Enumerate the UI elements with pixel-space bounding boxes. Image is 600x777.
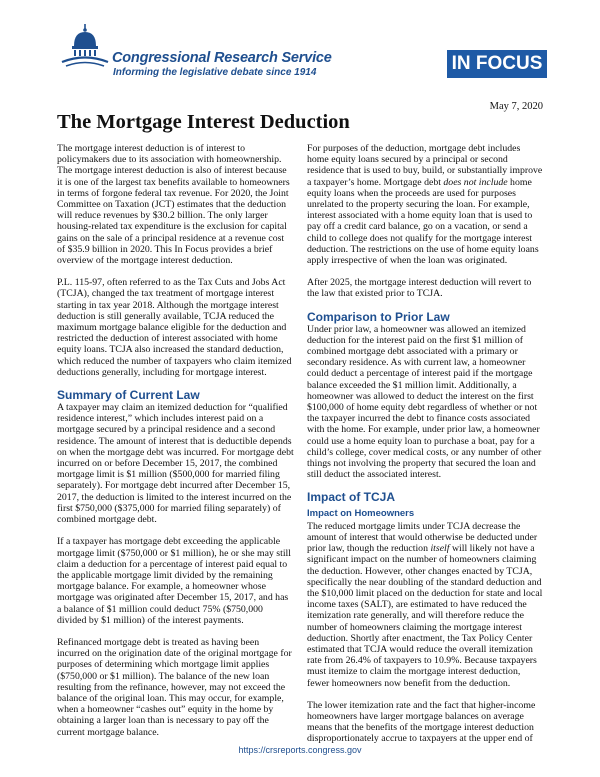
text-run: For purposes of the deduction, mortgage debt includes home equity loans secured by a principal or second residence that is used to buy, build, or substantially improve a taxpayer’s home. Mortgage debt [307, 143, 543, 188]
emphasis: does not include [443, 176, 508, 188]
footer-link[interactable]: https://crsreports.congress.gov [238, 745, 362, 755]
header [0, 0, 600, 92]
section-heading-summary: Summary of Current Law [57, 388, 200, 403]
text-run: will likely not have a significant impact on the number of homeowners claiming the deduction. However, other changes enacted by TCJA, specifically the near doubling of the standard deduction and the $10,000 limit placed on the deduction for state and local income taxes (SALT), are estimated to have reduced the itemization rate generally, and will therefore reduce the number of homeowners claiming the mortgage interest deduction. Shortly after enactment, the Tax Policy Center estimated that TCJA would reduce the overall itemization rate from 26.4% of taxpayers to 10.9%. Because taxpayers must itemize to claim the mortgage interest deduction, fewer homeowners now benefit from the deduction. [307, 543, 543, 689]
section-heading-impact: Impact of TCJA [307, 490, 396, 505]
paragraph: Under prior law, a homeowner was allowed an itemized deduction for the interest paid on the first $1 million of combined mortgage debt associated with a primary or secondary residence. As with current law, a homeowner could deduct a percentage of interest paid if the mortgage balance exceeded the $1 million limit. Additionally, a homeowner was allowed to deduct the interest on the first $100,000 of home equity debt regardless of whether or not the taxpayer incurred the debt to finance costs associated with the home. For example, under prior law, a homeowner could use a home equity loan to purchase a boat, pay for a child’s college, cover medical costs, or any number of other things not involving the property that secured the loan and still deduct the associated interest. [307, 323, 542, 481]
publication-date: May 7, 2020 [489, 101, 543, 112]
text-run: home equity loans when the proceeds are used for purposes unrelated to the property securing the loan. For example, interest associated with a home equity loan that is used to pay off a credit card balance, go on a vacation, or send a child to college does not qualify for the mortgage interest deduction. The restrictions on the use of home equity loans apply irrespective of when the loan was originated. [307, 176, 539, 267]
paragraph: The mortgage interest deduction is of interest to policymakers due to its association with homeownership. The mortgage interest deduction is also of interest because it is one of the largest tax benefits available to homeowners in terms of forgone federal tax revenue. For 2020, the Joint Committee on Taxation (JCT) estimates that the deduction will reduce revenues by $30.2 billion. The only larger housing-related tax expenditure is the exclusion for capital gains on the sale of a principal residence at a revenue cost of $35.9 billion in 2020. This In Focus provides a brief overview of the mortgage interest deduction. [57, 143, 290, 267]
in-focus-badge: IN FOCUS [447, 50, 547, 78]
right-column [307, 143, 544, 745]
paragraph: A taxpayer may claim an itemized deduction for “qualified residence interest,” which includes interest paid on a mortgage secured by a principal residence and a second residence. The amount of interest that is deductible depends on when the mortgage debt was incurred. For mortgage debt incurred on or before December 15, 2017, the combined mortgage limit is $1 million ($500,000 for married filing separately). For mortgage debt incurred after December 15, 2017, the deduction is limited to the interest incurred on the first $750,000 ($375,000 for married filing separately) of combined mortgage debt. [57, 402, 294, 526]
emphasis: itself [430, 543, 450, 555]
paragraph [307, 521, 544, 689]
left-column [57, 143, 294, 749]
paragraph: P.L. 115-97, often referred to as the Tax Cuts and Jobs Act (TCJA), changed the tax treatment of mortgage interest starting in tax year 2018. Although the mortgage interest deduction is still generally available, TCJA reduced the maximum mortgage balance eligible for the deduction and restricted the deduction of interest associated with home equity loans. TCJA also increased the standard deduction, which reduced the number of taxpayers who claim itemized deductions generally, including for mortgage interest. [57, 277, 292, 378]
paragraph: The lower itemization rate and the fact that higher-income homeowners have larger mortgage balances on average means that the benefits of the mortgage interest deduction disproportionately accrue to taxpayers at the upper end of [307, 699, 536, 745]
org-tagline: Informing the legislative debate since 1914 [113, 67, 317, 78]
page-title: The Mortgage Interest Deduction [57, 111, 350, 133]
paragraph: If a taxpayer has mortgage debt exceeding the applicable mortgage limit ($750,000 or $1 million), he or she may still claim a deduction for a percentage of interest paid equal to the applicable mortgage limit divided by the remaining mortgage balance. For example, a homeowner whose mortgage was originated after December 15, 2017, and has a balance of $1 million could deduct 75% ($750,000 divided by $1 million) of the interest payments. [57, 536, 292, 626]
section-heading-comparison: Comparison to Prior Law [307, 309, 450, 324]
org-name: Congressional Research Service [112, 50, 332, 66]
capitol-dome-icon [60, 22, 110, 68]
subheading-homeowners: Impact on Homeowners [307, 508, 415, 520]
paragraph [307, 143, 544, 266]
paragraph: After 2025, the mortgage interest deduction will revert to the law that existed prior to TCJA. [307, 277, 532, 300]
paragraph: Refinanced mortgage debt is treated as having been incurred on the origination date of the original mortgage for purposes of determining which mortgage limit applies ($750,000 or $1 million). The balance of the new loan resulting from the refinance, however, may not exceed the balance of the original loan. This may occur, for example, when a homeowner “cashes out” equity in the home by obtaining a larger loan than is necessary to pay off the current mortgage balance. [57, 636, 292, 738]
text-run: The reduced mortgage limits under TCJA decrease the amount of interest that would otherwise be deducted under prior law, though the reduction [307, 520, 538, 555]
